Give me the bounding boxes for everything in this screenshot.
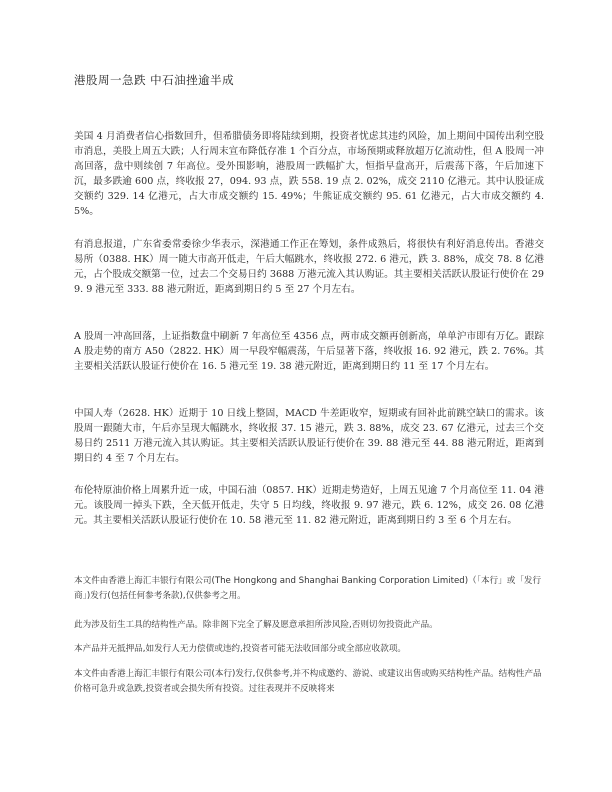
disclaimer-issuer: 本文件由香港上海汇丰银行有限公司(The Hongkong and Shanghai Banking Corporation Limited)（「本行」或「发行商」)发行(包括任何参考条款),仅供参考之用。 [74, 576, 542, 601]
paragraph-china-life: 中国人寿（2628. HK）近期于 10 日线上整固，MACD 牛差距收窄，短期或有回补此前跳空缺口的需求。该股周一跟随大市，午后亦呈现大幅跳水，终收报 37. 15 港元，跌 3. 88%，成交 23. 67 亿港元，过去三个交易日约 2511 万港元流入其认购证。其主要相关活跃认股证行使价在 39. 88 港元至 44. 88 港元附近，距离到期日约 4 至 7 个月左右。 [74, 408, 544, 464]
document-title: 港股周一急跌 中石油挫逾半成 [74, 73, 235, 87]
paragraph-a50: A 股周一冲高回落，上证指数盘中刷新 7 年高位至 4356 点，两市成交额再创新高，单单沪市即有万亿。跟踪 A 股走势的南方 A50（2822. HK）周一早段窄幅震荡，午后显著下落，终收报 16. 92 港元，跌 2. 76%。其主要相关活跃认股证行使价在 16. 5 港元至 19. 38 港元附近，距离到期日约 11 至 17 个月左右。 [74, 331, 544, 372]
paragraph-hkex: 有消息报道，广东省委常委徐少华表示，深港通工作正在筹划，条件成熟后，将很快有利好消息传出。香港交易所（0388. HK）周一随大市高开低走，午后大幅跳水，终收报 272. 6 港元，跌 3. 88%，成交 78. 8 亿港元，占个股成交额第一位，过去二个交易日约 3688 万港元流入其认购证。其主要相关活跃认股证行使价在 299. 9 港元至 333. 88 港元附近，距离到期日约 5 至 27 个月左右。 [74, 239, 544, 295]
disclaimer-reference-only: 本文件由香港上海汇丰银行有限公司(本行)发行,仅供参考,并不构成邀约、游说、或建议出售或购买结构性产品。结构性产品价格可急升或急跌,投资者或会损失所有投资。过往表现并不反映将来 [74, 669, 542, 694]
paragraph-market-overview: 美国 4 月消费者信心指数回升，但希腊债务即将陆续到期，投资者忧虑其违约风险，加上期间中国传出利空股市消息，美股上周五大跌；人行周末宣布降低存准 1 个百分点，市场预期或释放超万亿流动性，但 A 股周一冲高回落，盘中则续创 7 年高位。受外围影响，港股周一跌幅扩大，恒指早盘高开，后震荡下落，午后加速下沉，最多跌逾 600 点，终收报 27，094. 93 点，跌 558. 19 点 2. 02%，成交 2110 亿港元。其中认股证成交额约 329. 14 亿港元，占大市成交额约 15. 49%；牛熊证成交额约 95. 61 亿港元，占大市成交额约 4. 5%。 [74, 131, 544, 217]
disclaimer-no-collateral: 本产品并无抵押品,如发行人无力偿债或违约,投资者可能无法收回部分或全部应收款项。 [74, 644, 407, 654]
paragraph-petrochina: 布伦特原油价格上周累升近一成，中国石油（0857. HK）近期走势造好，上周五见逾 7 个月高位至 11. 04 港元。该股周一掉头下跌，全天低开低走，失守 5 日均线，终收报 9. 97 港元，跌 6. 12%，成交 26. 08 亿港元。其主要相关活跃认股证行使价在 10. 58 港元至 11. 82 港元附近，距离到期日约 3 至 6 个月左右。 [74, 485, 544, 526]
disclaimer-derivative-risk: 此为涉及衍生工具的结构性产品。除非阁下完全了解及愿意承担所涉风险,否则切勿投资此产品。 [74, 620, 438, 630]
